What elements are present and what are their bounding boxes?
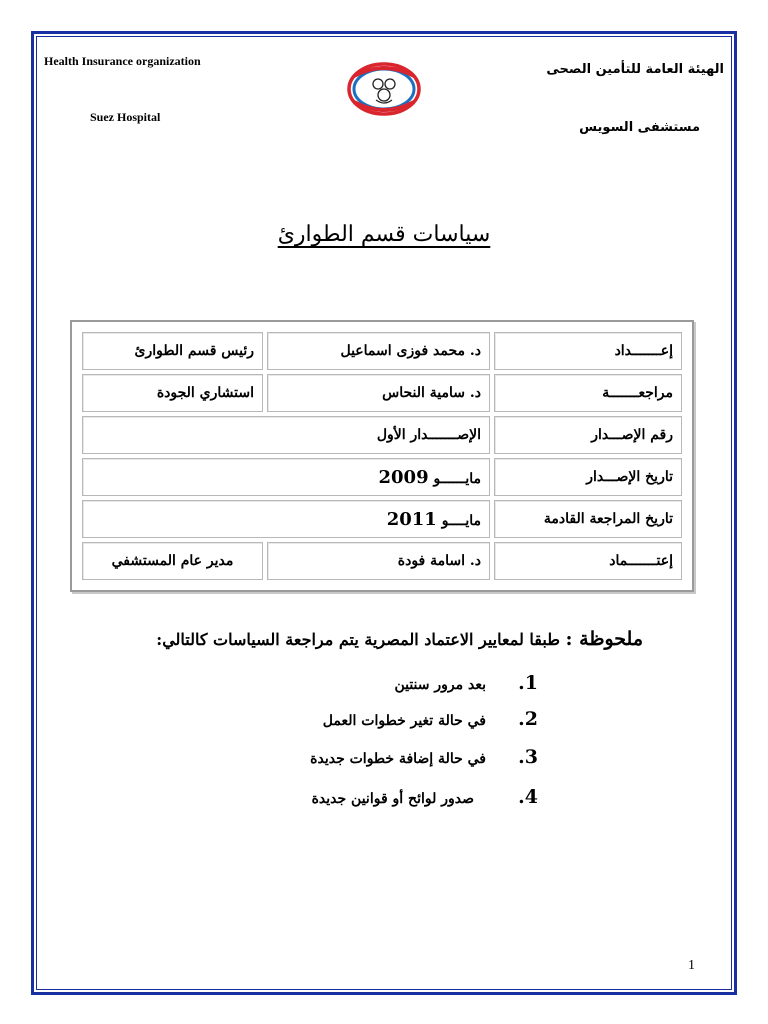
table-row <box>82 458 682 496</box>
row-role: رئيس قسم الطوارئ <box>82 332 263 370</box>
row-value: د. سامية النحاس <box>267 374 490 412</box>
note <box>156 628 643 650</box>
row-value: الإصـــــــدار الأول <box>82 416 490 454</box>
row-label: تاريخ الإصـــدار <box>494 458 682 496</box>
date-month: مايــــــو <box>433 470 481 487</box>
row-date <box>82 458 490 496</box>
table-row <box>82 542 682 580</box>
row-label: إعـــــــداد <box>494 332 682 370</box>
row-label: تاريخ المراجعة القادمة <box>494 500 682 538</box>
list-text: في حالة إضافة خطوات جديدة <box>310 751 486 767</box>
hospital-name-ar: مستشفى السويس <box>579 120 700 135</box>
table-row <box>82 500 682 538</box>
row-role: مدير عام المستشفي <box>82 542 263 580</box>
list-item <box>394 672 538 694</box>
row-date <box>82 500 490 538</box>
list-item <box>312 786 538 808</box>
row-value: د. محمد فوزى اسماعيل <box>267 332 490 370</box>
list-item <box>310 746 538 768</box>
approval-table <box>70 320 694 592</box>
row-value: د. اسامة فودة <box>267 542 490 580</box>
hospital-name-en: Suez Hospital <box>90 110 161 124</box>
page-number: 1 <box>688 958 695 973</box>
list-text: صدور لوائح أو قوانين جديدة <box>311 791 474 807</box>
list-item <box>323 708 538 730</box>
date-year: 2009 <box>378 466 429 488</box>
list-text: بعد مرور سنتين <box>394 677 486 693</box>
row-label: رقم الإصـــدار <box>494 416 682 454</box>
list-number: 2. <box>518 708 538 730</box>
list-number: 4. <box>518 786 538 808</box>
list-number: 1. <box>518 672 538 694</box>
row-role: استشاري الجودة <box>82 374 263 412</box>
date-year: 2011 <box>386 508 437 530</box>
note-label: ملحوظة : <box>565 628 643 650</box>
list-number: 3. <box>518 746 538 768</box>
date-month: مايــــو <box>441 512 481 529</box>
table-row <box>82 374 682 412</box>
org-name-en: Health Insurance organization <box>44 54 201 68</box>
row-label: إعتـــــــماد <box>494 542 682 580</box>
organization-logo <box>346 62 422 116</box>
document-title: سياسات قسم الطوارئ <box>277 222 491 247</box>
table-row <box>82 332 682 370</box>
note-text: طبقا لمعايير الاعتماد المصرية يتم مراجعة السياسات كالتالي: <box>156 630 560 649</box>
org-name-ar: الهيئة العامة للتأمين الصحى <box>546 62 724 77</box>
table-row <box>82 416 682 454</box>
row-label: مراجعـــــــة <box>494 374 682 412</box>
list-text: في حالة تغير خطوات العمل <box>322 713 486 729</box>
